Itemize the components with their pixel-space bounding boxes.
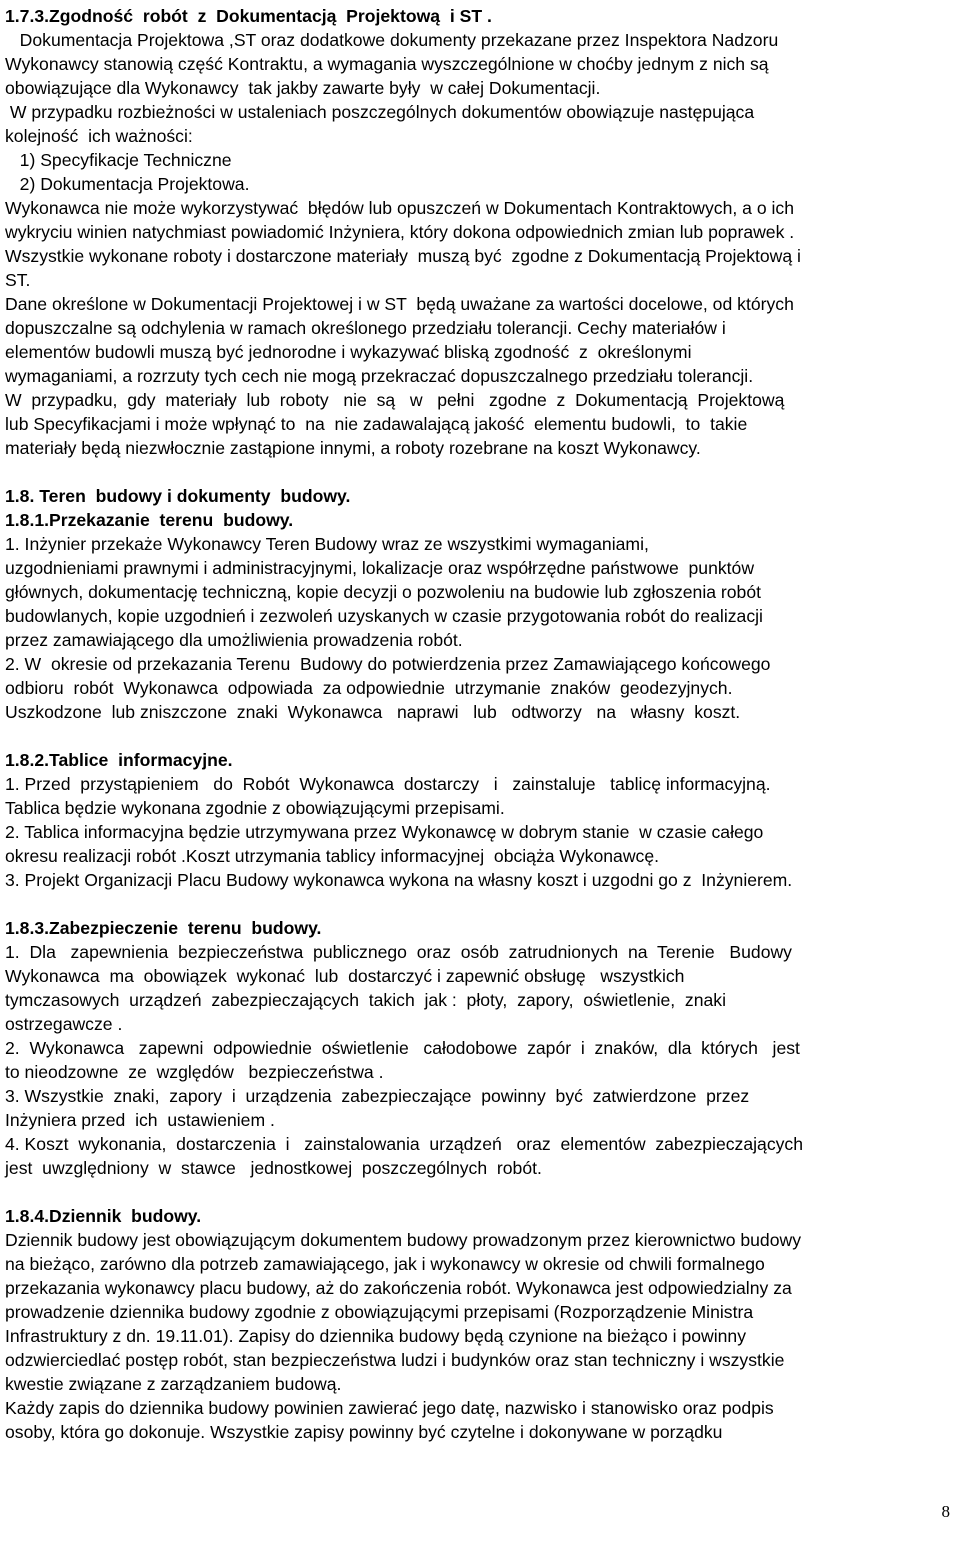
text-line: to nieodzowne ze względów bezpieczeństwa . (5, 1062, 384, 1082)
text-line: Dokumentacja Projektowa ,ST oraz dodatkowe dokumenty przekazane przez Inspektora Nadzoru (5, 30, 779, 50)
text-line: przez zamawiającego dla umożliwienia prowadzenia robót. (5, 630, 463, 650)
text-line: tymczasowych urządzeń zabezpieczających takich jak : płoty, zapory, oświetlenie, znaki (5, 990, 727, 1010)
text-line: 3. Projekt Organizacji Placu Budowy wykonawca wykona na własny koszt i uzgodni go z Inżynierem. (5, 870, 793, 890)
section-heading: 1.8. Teren budowy i dokumenty budowy. (5, 486, 351, 506)
section-heading: 1.7.3.Zgodność robót z Dokumentacją Projektową i ST . (5, 6, 492, 26)
text-line: jest uwzględniony w stawce jednostkowej poszczególnych robót. (5, 1158, 542, 1178)
text-line: Wykonawcy stanowią część Kontraktu, a wymagania wyszczególnione w choćby jednym z nich są (5, 54, 769, 74)
text-line: osoby, która go dokonuje. Wszystkie zapisy powinny być czytelne i dokonywane w porządku (5, 1422, 723, 1442)
text-line: Inżyniera przed ich ustawieniem . (5, 1110, 275, 1130)
text-line: Infrastruktury z dn. 19.11.01). Zapisy do dziennika budowy będą czynione na bieżąco i powinny (5, 1326, 746, 1346)
text-line: Dane określone w Dokumentacji Projektowej i w ST będą uważane za wartości docelowe, od których (5, 294, 794, 314)
subsection-heading: 1.8.4.Dziennik budowy. (5, 1206, 202, 1226)
text-line: Uszkodzone lub zniszczone znaki Wykonawca naprawi lub odtworzy na własny koszt. (5, 702, 741, 722)
text-line: wymaganiami, a rozrzuty tych cech nie mogą przekraczać dopuszczalnego przedziału tolerancji. (5, 366, 754, 386)
text-line: prowadzenie dziennika budowy zgodnie z obowiązującymi przepisami (Rozporządzenie Ministra (5, 1302, 754, 1322)
text-line: W przypadku, gdy materiały lub roboty nie są w pełni zgodne z Dokumentacją Projektową (5, 390, 785, 410)
text-line: Wszystkie wykonane roboty i dostarczone materiały muszą być zgodne z Dokumentacją Projektową i (5, 246, 801, 266)
text-line: 2. Tablica informacyjna będzie utrzymywana przez Wykonawcę w dobrym stanie w czasie całego (5, 822, 764, 842)
text-line: Wykonawca ma obowiązek wykonać lub dostarczyć i zapewnić obsługę wszystkich (5, 966, 685, 986)
page-number: 8 (941, 1502, 950, 1521)
list-item: 1) Specyfikacje Techniczne (5, 150, 232, 170)
text-line: kolejność ich ważności: (5, 126, 193, 146)
text-line: 2. W okresie od przekazania Terenu Budowy do potwierdzenia przez Zamawiającego końcowego (5, 654, 771, 674)
text-line: budowlanych, kopie uzgodnień i zezwoleń uzyskanych w czasie przygotowania robót do realizacji (5, 606, 763, 626)
text-line: 1. Przed przystąpieniem do Robót Wykonawca dostarczy i zainstaluje tablicę informacyjną. (5, 774, 771, 794)
text-line: uzgodnieniami prawnymi i administracyjnymi, lokalizacje oraz współrzędne państwowe punktów (5, 558, 755, 578)
text-line: 2. Wykonawca zapewni odpowiednie oświetlenie całodobowe zapór i znaków, dla których jest (5, 1038, 800, 1058)
text-line: przekazania wykonawcy placu budowy, aż do zakończenia robót. Wykonawca jest odpowiedzialny za (5, 1278, 792, 1298)
text-line: odzwierciedlać postęp robót, stan bezpieczeństwa ludzi i budynków oraz stan techniczny i wszystkie (5, 1350, 785, 1370)
text-line: W przypadku rozbieżności w ustaleniach poszczególnych dokumentów obowiązuje następująca (5, 102, 755, 122)
text-line: Tablica będzie wykonana zgodnie z obowiązującymi przepisami. (5, 798, 505, 818)
text-line: materiały będą niezwłocznie zastąpione innymi, a roboty rozebrane na koszt Wykonawcy. (5, 438, 701, 458)
text-line: wykryciu winien natychmiast powiadomić Inżyniera, który dokona odpowiednich zmian lub poprawek . (5, 222, 795, 242)
subsection-heading: 1.8.3.Zabezpieczenie terenu budowy. (5, 918, 322, 938)
text-line: na bieżąco, zarówno dla potrzeb zamawiającego, jak i wykonawcy w okresie od chwili formalnego (5, 1254, 765, 1274)
text-line: elementów budowli muszą być jednorodne i wykazywać bliską zgodność z określonymi (5, 342, 692, 362)
text-line: ST. (5, 270, 31, 290)
text-line: 1. Dla zapewnienia bezpieczeństwa publicznego oraz osób zatrudnionych na Terenie Budowy (5, 942, 792, 962)
text-line: dopuszczalne są odchylenia w ramach określonego przedziału tolerancji. Cechy materiałów i (5, 318, 726, 338)
subsection-heading: 1.8.1.Przekazanie terenu budowy. (5, 510, 294, 530)
text-line: Każdy zapis do dziennika budowy powinien zawierać jego datę, nazwisko i stanowisko oraz podpis (5, 1398, 774, 1418)
text-line: kwestie związane z zarządzaniem budową. (5, 1374, 342, 1394)
text-line: głównych, dokumentację techniczną, kopie decyzji o pozwoleniu na budowie lub zgłoszenia robót (5, 582, 762, 602)
text-line: 4. Koszt wykonania, dostarczenia i zainstalowania urządzeń oraz elementów zabezpieczających (5, 1134, 803, 1154)
text-line: obowiązujące dla Wykonawcy tak jakby zawarte były w całej Dokumentacji. (5, 78, 601, 98)
text-line: 3. Wszystkie znaki, zapory i urządzenia zabezpieczające powinny być zatwierdzone przez (5, 1086, 750, 1106)
subsection-heading: 1.8.2.Tablice informacyjne. (5, 750, 233, 770)
list-item: 2) Dokumentacja Projektowa. (5, 174, 250, 194)
text-line: odbioru robót Wykonawca odpowiada za odpowiednie utrzymanie znaków geodezyjnych. (5, 678, 733, 698)
text-line: Dziennik budowy jest obowiązującym dokumentem budowy prowadzonym przez kierownictwo budowy (5, 1230, 802, 1250)
text-line: lub Specyfikacjami i może wpłynąć to na nie zadawalającą jakość elementu budowli, to takie (5, 414, 748, 434)
text-line: okresu realizacji robót .Koszt utrzymania tablicy informacyjnej obciąża Wykonawcę. (5, 846, 660, 866)
text-line: Wykonawca nie może wykorzystywać błędów lub opuszczeń w Dokumentach Kontraktowych, a o ich (5, 198, 794, 218)
text-line: ostrzegawcze . (5, 1014, 123, 1034)
text-line: 1. Inżynier przekaże Wykonawcy Teren Budowy wraz ze wszystkimi wymaganiami, (5, 534, 649, 554)
